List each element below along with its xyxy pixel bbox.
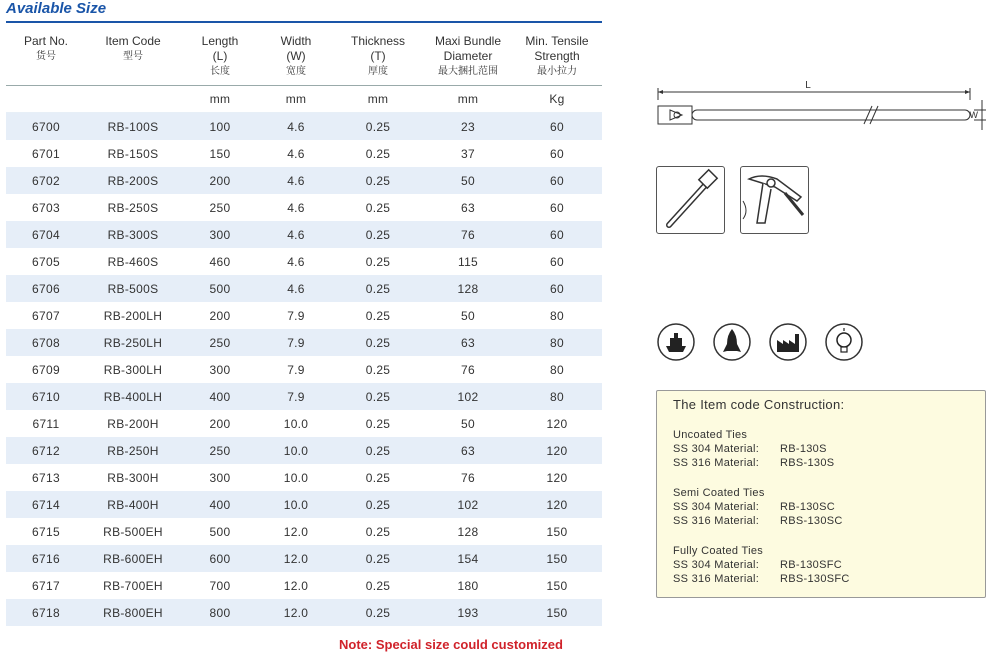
table-cell: 60 — [550, 146, 564, 161]
table-cell: 60 — [550, 119, 564, 134]
column-header — [332, 24, 424, 85]
column-header-cn: 厚度 — [368, 66, 388, 77]
table-cell: 10.0 — [283, 470, 309, 485]
table-cell: 0.25 — [365, 281, 391, 296]
table-cell: 0.25 — [365, 254, 391, 269]
table-cell: 250 — [209, 443, 231, 458]
table-cell: 6702 — [32, 173, 60, 188]
table-cell: 200 — [209, 416, 231, 431]
item-code-construction-panel — [656, 390, 986, 598]
table-cell: 6716 — [32, 551, 60, 566]
table-cell: 50 — [461, 416, 475, 431]
table-cell: 4.6 — [287, 146, 305, 161]
table-cell: 37 — [461, 146, 475, 161]
table-cell: RB-300H — [107, 470, 159, 485]
table-cell: 50 — [461, 308, 475, 323]
rocket-icon — [712, 322, 752, 362]
table-cell: 0.25 — [365, 470, 391, 485]
material-label: SS 304 Material: — [673, 501, 760, 513]
table-cell: 0.25 — [365, 362, 391, 377]
table-row — [6, 194, 602, 221]
column-header-cn: 最小拉力 — [537, 66, 577, 77]
table-row — [6, 221, 602, 248]
column-header-cn: 型号 — [123, 51, 143, 62]
table-cell: 7.9 — [287, 335, 305, 350]
column-header-cn: 宽度 — [286, 66, 306, 77]
table-cell: 10.0 — [283, 497, 309, 512]
table-cell: 6718 — [32, 605, 60, 620]
construction-group — [673, 486, 969, 528]
table-cell: 0.25 — [365, 119, 391, 134]
table-cell: 12.0 — [283, 551, 309, 566]
table-cell: 102 — [457, 497, 479, 512]
table-cell: 150 — [546, 524, 568, 539]
table-cell: 76 — [461, 227, 475, 242]
construction-heading: The Item code Construction: — [673, 397, 845, 412]
unit-cell: Kg — [549, 92, 565, 106]
table-cell: 200 — [209, 173, 231, 188]
table-cell: RB-500S — [107, 281, 159, 296]
table-cell: RB-200S — [107, 173, 159, 188]
table-row — [6, 599, 602, 626]
table-cell: 150 — [546, 605, 568, 620]
table-cell: 0.25 — [365, 443, 391, 458]
table-cell: 300 — [209, 362, 231, 377]
table-cell: RB-300S — [107, 227, 159, 242]
table-cell: 0.25 — [365, 146, 391, 161]
ship-icon — [656, 322, 696, 362]
cable-tie-illustration — [656, 166, 725, 234]
column-header-label: Maxi Bundle — [434, 34, 502, 48]
lightbulb-icon — [824, 322, 864, 362]
table-cell: RB-100S — [107, 119, 159, 134]
table-cell: 7.9 — [287, 362, 305, 377]
column-header-label: (T) — [370, 49, 386, 63]
column-header — [86, 24, 180, 85]
unit-cell: mm — [367, 92, 389, 106]
table-cell: 120 — [546, 416, 568, 431]
units-row — [6, 86, 602, 113]
table-cell: 6715 — [32, 524, 60, 539]
table-cell: 150 — [546, 578, 568, 593]
table-row — [6, 491, 602, 518]
material-code: RB-130SFC — [780, 559, 842, 571]
table-cell: 76 — [461, 362, 475, 377]
construction-group-name: Fully Coated Ties — [673, 545, 764, 557]
column-header-label: (L) — [212, 49, 228, 63]
column-header — [6, 24, 86, 85]
table-row — [6, 275, 602, 302]
table-cell: 250 — [209, 335, 231, 350]
table-cell: 60 — [550, 200, 564, 215]
table-cell: RB-250S — [107, 200, 159, 215]
construction-line — [673, 558, 969, 572]
table-cell: 102 — [457, 389, 479, 404]
table-cell: 0.25 — [365, 308, 391, 323]
unit-cell: mm — [209, 92, 231, 106]
table-cell: 0.25 — [365, 578, 391, 593]
table-cell: 60 — [550, 281, 564, 296]
table-cell: 6707 — [32, 308, 60, 323]
tensioning-tool-icon — [741, 167, 808, 233]
table-cell: RB-460S — [107, 254, 159, 269]
table-cell: 60 — [550, 173, 564, 188]
table-cell: 800 — [209, 605, 231, 620]
table-cell: 12.0 — [283, 605, 309, 620]
table-cell: 6701 — [32, 146, 60, 161]
material-code: RB-130SC — [780, 501, 835, 513]
table-cell: 12.0 — [283, 524, 309, 539]
column-header — [424, 24, 512, 85]
table-row — [6, 545, 602, 572]
construction-group-name: Uncoated Ties — [673, 429, 748, 441]
column-header-label: Length — [201, 34, 239, 48]
unit-cell: mm — [285, 92, 307, 106]
material-label: SS 304 Material: — [673, 559, 760, 571]
table-cell: 100 — [209, 119, 231, 134]
table-cell: 460 — [209, 254, 231, 269]
table-cell: 6710 — [32, 389, 60, 404]
table-cell: 6708 — [32, 335, 60, 350]
table-cell: 80 — [550, 308, 564, 323]
table-cell: 180 — [457, 578, 479, 593]
table-row — [6, 140, 602, 167]
table-cell: 7.9 — [287, 308, 305, 323]
construction-line — [673, 572, 969, 586]
material-code: RBS-130SC — [780, 515, 843, 527]
table-cell: 12.0 — [283, 578, 309, 593]
construction-group-name: Semi Coated Ties — [673, 487, 765, 499]
table-cell: 400 — [209, 389, 231, 404]
column-header-cn: 货号 — [36, 51, 56, 62]
material-code: RB-130S — [780, 443, 827, 455]
table-cell: 23 — [461, 119, 475, 134]
table-cell: 0.25 — [365, 605, 391, 620]
construction-line — [673, 442, 969, 456]
table-cell: RB-250H — [107, 443, 159, 458]
table-cell: RB-500EH — [103, 524, 163, 539]
table-cell: 6717 — [32, 578, 60, 593]
table-cell: 0.25 — [365, 200, 391, 215]
table-row — [6, 113, 602, 140]
table-cell: 200 — [209, 308, 231, 323]
table-cell: 120 — [546, 470, 568, 485]
tensioning-tool-illustration — [740, 166, 809, 234]
table-cell: 300 — [209, 227, 231, 242]
material-label: SS 316 Material: — [673, 515, 760, 527]
table-cell: 154 — [457, 551, 479, 566]
construction-line — [673, 514, 969, 528]
table-cell: 76 — [461, 470, 475, 485]
table-cell: 6714 — [32, 497, 60, 512]
table-cell: RB-150S — [107, 146, 159, 161]
material-code: RBS-130SFC — [780, 573, 850, 585]
table-cell: RB-700EH — [103, 578, 163, 593]
table-cell: RB-400H — [107, 497, 159, 512]
table-cell: 0.25 — [365, 551, 391, 566]
table-cell: 0.25 — [365, 497, 391, 512]
table-row — [6, 464, 602, 491]
table-cell: RB-250LH — [103, 335, 163, 350]
cable-tie-icon — [657, 167, 724, 233]
column-header-label: Min. Tensile — [525, 34, 589, 48]
table-row — [6, 383, 602, 410]
table-cell: 150 — [209, 146, 231, 161]
column-header-label: Thickness — [350, 34, 406, 48]
table-cell: 120 — [546, 443, 568, 458]
factory-icon — [768, 322, 808, 362]
table-cell: 6700 — [32, 119, 60, 134]
construction-groups — [673, 428, 969, 586]
column-header-label: Width — [280, 34, 312, 48]
table-cell: RB-200H — [107, 416, 159, 431]
table-cell: 7.9 — [287, 389, 305, 404]
table-cell: 63 — [461, 335, 475, 350]
table-cell: 6704 — [32, 227, 60, 242]
table-cell: 500 — [209, 524, 231, 539]
column-header — [512, 24, 602, 85]
table-cell: 80 — [550, 362, 564, 377]
customization-note: Note: Special size could customized — [339, 637, 563, 652]
table-cell: 63 — [461, 443, 475, 458]
table-cell: 6706 — [32, 281, 60, 296]
column-header-label: Strength — [534, 49, 580, 63]
construction-group — [673, 544, 969, 586]
table-cell: 250 — [209, 200, 231, 215]
table-body — [6, 113, 602, 626]
table-cell: 0.25 — [365, 389, 391, 404]
table-cell: 700 — [209, 578, 231, 593]
table-cell: 4.6 — [287, 281, 305, 296]
table-row — [6, 437, 602, 464]
table-cell: 0.25 — [365, 227, 391, 242]
table-cell: 500 — [209, 281, 231, 296]
column-header-cn: 长度 — [210, 66, 230, 77]
table-cell: RB-600EH — [103, 551, 163, 566]
table-cell: 300 — [209, 470, 231, 485]
unit-cell: mm — [457, 92, 479, 106]
material-label: SS 316 Material: — [673, 573, 760, 585]
page-title: Available Size — [6, 0, 107, 17]
construction-group — [673, 428, 969, 470]
table-cell: 4.6 — [287, 173, 305, 188]
table-cell: 4.6 — [287, 200, 305, 215]
table-cell: 400 — [209, 497, 231, 512]
table-cell: RB-800EH — [103, 605, 163, 620]
column-header — [260, 24, 332, 85]
table-cell: 600 — [209, 551, 231, 566]
table-cell: 0.25 — [365, 335, 391, 350]
table-row — [6, 410, 602, 437]
table-cell: 60 — [550, 227, 564, 242]
title-divider — [6, 21, 602, 23]
table-cell: 60 — [550, 254, 564, 269]
column-header — [180, 24, 260, 85]
column-header-cn: 最大捆扎范围 — [438, 66, 498, 77]
table-cell: 150 — [546, 551, 568, 566]
table-cell: 0.25 — [365, 173, 391, 188]
table-cell: 120 — [546, 497, 568, 512]
table-cell: 4.6 — [287, 254, 305, 269]
table-cell: 6709 — [32, 362, 60, 377]
table-row — [6, 518, 602, 545]
table-row — [6, 167, 602, 194]
material-code: RBS-130S — [780, 457, 835, 469]
length-label: L — [805, 80, 811, 91]
table-cell: RB-300LH — [103, 362, 163, 377]
construction-line — [673, 456, 969, 470]
table-cell: 4.6 — [287, 119, 305, 134]
table-cell: 6711 — [32, 416, 60, 431]
table-cell: 50 — [461, 173, 475, 188]
table-row — [6, 248, 602, 275]
construction-line — [673, 500, 969, 514]
column-header-label: Item Code — [105, 34, 161, 48]
table-cell: 4.6 — [287, 227, 305, 242]
table-cell: 10.0 — [283, 416, 309, 431]
table-cell: 6703 — [32, 200, 60, 215]
table-cell: 6705 — [32, 254, 60, 269]
table-row — [6, 356, 602, 383]
cable-tie-diagram — [652, 78, 990, 138]
table-cell: 63 — [461, 200, 475, 215]
table-cell: 80 — [550, 389, 564, 404]
material-label: SS 316 Material: — [673, 457, 760, 469]
column-header-label: Part No. — [23, 34, 68, 48]
table-cell: 128 — [457, 281, 479, 296]
table-cell: 6712 — [32, 443, 60, 458]
table-cell: RB-400LH — [103, 389, 163, 404]
table-row — [6, 302, 602, 329]
table-row — [6, 572, 602, 599]
table-cell: 0.25 — [365, 416, 391, 431]
table-cell: 128 — [457, 524, 479, 539]
column-header-label: Diameter — [443, 49, 493, 63]
table-header — [6, 24, 602, 86]
table-cell: 80 — [550, 335, 564, 350]
table-row — [6, 329, 602, 356]
width-label: W — [969, 110, 978, 120]
table-cell: 115 — [457, 254, 479, 269]
table-cell: 6713 — [32, 470, 60, 485]
table-cell: 0.25 — [365, 524, 391, 539]
table-cell: 193 — [457, 605, 479, 620]
size-table — [6, 24, 602, 626]
table-cell: RB-200LH — [103, 308, 163, 323]
material-label: SS 304 Material: — [673, 443, 760, 455]
column-header-label: (W) — [286, 49, 306, 63]
table-cell: 10.0 — [283, 443, 309, 458]
